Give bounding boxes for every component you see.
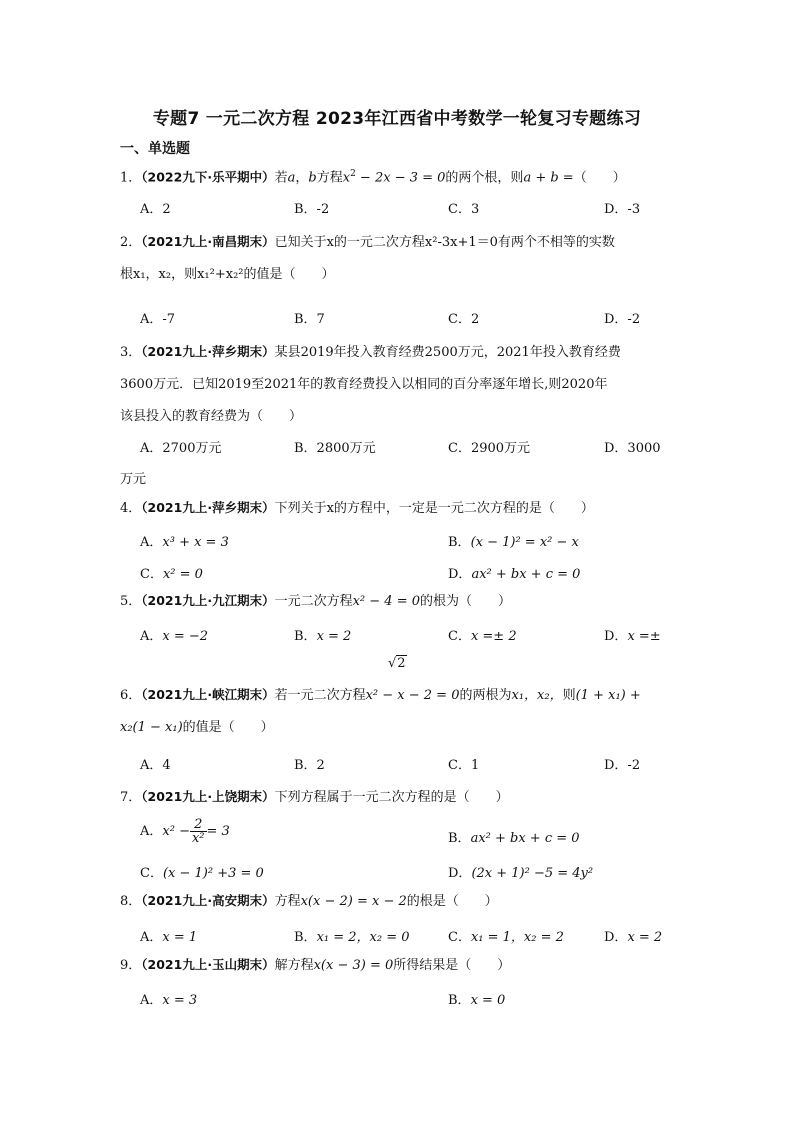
question-number: 6．	[120, 688, 142, 703]
option-letter: B．	[294, 629, 317, 644]
math-expr: x	[342, 170, 351, 186]
math-expr: − 2x − 3 = 0	[355, 170, 446, 186]
option-b	[448, 531, 579, 550]
question-number: 4．	[120, 501, 142, 516]
option-letter: A．	[140, 535, 163, 550]
question-source: （2021九上·萍乡期末）	[141, 500, 275, 515]
option-letter: C．	[448, 629, 471, 644]
question-number: 8．	[120, 894, 142, 909]
page-title: 专题7 一元二次方程 2023年江西省中考数学一轮复习专题练习	[152, 109, 642, 129]
question-3	[120, 336, 680, 433]
option-d: D．-3	[604, 202, 641, 217]
question-source: （2021九上·玉山期末）	[141, 957, 275, 972]
math-expr: (1 + x₁) +	[575, 688, 641, 703]
question-text: 下列方程属于一元二次方程的是（ ）	[274, 790, 509, 805]
option-c: C．3	[448, 202, 480, 217]
question-text: 根x₁，x₂，则x₁²+x₂²的值是（ ）	[120, 267, 335, 282]
question-text: 的两根为	[459, 688, 512, 703]
answer-blank: （ ）	[573, 170, 626, 186]
option-d	[604, 926, 662, 945]
question-text: 该县投入的教育经费为（ ）	[120, 409, 303, 424]
math-expr: x = 2	[627, 930, 663, 945]
option-letter: C．	[140, 567, 163, 582]
question-2	[120, 226, 680, 291]
option-b	[294, 625, 351, 644]
option-a	[140, 926, 197, 945]
fraction-numerator: 2	[190, 818, 207, 832]
option-d: D．-2	[604, 758, 641, 773]
question-text: 某县2019年投入教育经费2500万元，2021年投入教育经费	[274, 345, 621, 360]
math-expr: x =±	[627, 629, 661, 644]
option-a	[140, 989, 197, 1008]
math-var: a	[287, 170, 296, 186]
section-heading: 一、单选题	[120, 141, 190, 157]
math-expr: ax² + bx + c = 0	[470, 831, 580, 846]
option-letter: D．	[448, 866, 472, 881]
option-a: A．4	[140, 758, 171, 773]
option-c: C．2900万元	[448, 441, 531, 456]
math-expr: x² − x − 2 = 0	[365, 688, 460, 703]
option-b: B．2800万元	[294, 441, 376, 456]
option-d-continued: 万元	[120, 472, 147, 487]
question-4	[120, 492, 680, 525]
option-b: B．-2	[294, 202, 330, 217]
question-text: 的值是（ ）	[182, 720, 274, 735]
option-letter: B．	[448, 535, 471, 550]
question-source: （2021九上·上饶期末）	[141, 789, 275, 804]
question-7	[120, 781, 680, 814]
math-expr: (2x + 1)² −5 = 4y²	[471, 866, 594, 881]
math-expr: x =± 2	[470, 629, 517, 644]
math-expr: x = 1	[162, 930, 198, 945]
option-c	[448, 926, 564, 945]
question-source: （2022九下·乐平期中）	[141, 169, 275, 185]
option-b	[294, 926, 410, 945]
option-letter: A．	[140, 993, 163, 1008]
question-6	[120, 679, 680, 744]
question-text: 3600万元．已知2019至2021年的教育经费投入以相同的百分率逐年增长,则2020年	[120, 377, 608, 392]
option-letter: A．	[140, 824, 163, 839]
question-text: 一元二次方程	[274, 594, 353, 609]
option-c	[140, 563, 203, 582]
option-letter: B．	[448, 831, 471, 846]
option-d	[604, 625, 661, 644]
question-text: 若一元二次方程	[274, 688, 366, 703]
option-a	[140, 531, 229, 550]
question-text: 的根是（ ）	[406, 894, 498, 909]
option-letter: C．	[448, 930, 471, 945]
math-expr: x = 0	[470, 993, 506, 1008]
option-a: A．-7	[140, 312, 176, 327]
question-text: 所得结果是（ ）	[393, 958, 511, 973]
math-expr: x² = 0	[162, 567, 203, 582]
question-text: 方程	[316, 170, 343, 186]
question-number: 9．	[120, 958, 142, 973]
option-b	[448, 827, 580, 846]
math-expr: (x − 1)² +3 = 0	[162, 866, 264, 881]
math-expr: x₂(1 − x₁)	[120, 720, 183, 735]
math-expr: x = −2	[162, 629, 209, 644]
option-a: A．2700万元	[140, 441, 222, 456]
math-expr: (x − 1)² = x² − x	[470, 535, 579, 550]
option-a	[140, 818, 230, 845]
math-expr: x₁，x₂，	[511, 688, 563, 703]
option-letter: D．	[604, 629, 628, 644]
option-c: C．1	[448, 758, 480, 773]
question-8	[120, 885, 680, 918]
option-b: B．7	[294, 312, 325, 327]
question-source: （2021九上·萍乡期末）	[141, 344, 275, 359]
question-number: 3．	[120, 345, 142, 360]
option-b	[448, 989, 505, 1008]
option-letter: D．	[604, 930, 628, 945]
question-source: （2021九上·南昌期末）	[141, 234, 275, 249]
math-expr: x₁ = 2，x₂ = 0	[316, 930, 410, 945]
question-1	[120, 158, 680, 194]
fraction-denominator: x²	[191, 831, 205, 846]
fraction	[190, 818, 207, 845]
option-d	[448, 563, 580, 582]
option-letter: B．	[294, 930, 317, 945]
option-d	[448, 862, 593, 881]
math-expr: x = 2	[316, 629, 352, 644]
math-expr: x³ + x = 3	[162, 535, 229, 550]
question-number: 1．	[120, 170, 142, 186]
option-letter: B．	[448, 993, 471, 1008]
option-letter: A．	[140, 629, 163, 644]
question-number: 2．	[120, 235, 142, 250]
question-9	[120, 949, 680, 982]
question-text: 若	[274, 170, 288, 186]
question-text: 已知关于x的一元二次方程x²-3x+1＝0有两个不相等的实数	[274, 235, 615, 250]
math-expr: x(x − 2) = x − 2	[300, 894, 407, 909]
radicand: 2	[397, 656, 406, 671]
question-text: 方程	[274, 894, 301, 909]
math-var: b	[308, 170, 317, 186]
math-expr: x² −	[162, 824, 190, 839]
question-text: 解方程	[274, 958, 314, 973]
option-c	[140, 862, 264, 881]
question-source: （2021九上·九江期末）	[141, 593, 275, 608]
question-source: （2021九上·峡江期末）	[141, 687, 275, 702]
math-expr: = 3	[206, 824, 230, 839]
math-expr: x₁ = 1，x₂ = 2	[470, 930, 564, 945]
question-text: 的两个根，则	[445, 170, 524, 186]
question-5	[120, 585, 680, 618]
option-c: C．2	[448, 312, 480, 327]
option-b: B．2	[294, 758, 325, 773]
option-c	[448, 625, 517, 644]
question-text: 下列关于x的方程中，一定是一元二次方程的是（ ）	[274, 501, 594, 516]
math-exponent: 2	[350, 169, 356, 179]
option-letter: C．	[140, 866, 163, 881]
option-d: D．3000	[604, 441, 661, 456]
math-expr: a + b =	[523, 170, 574, 186]
question-text: 则	[562, 688, 576, 703]
option-a: A．2	[140, 202, 171, 217]
option-a	[140, 625, 208, 644]
math-expr: x(x − 3) = 0	[313, 958, 394, 973]
sqrt-expr: √2	[388, 656, 406, 671]
question-source: （2021九上·高安期末）	[141, 893, 275, 908]
question-number: 7．	[120, 790, 142, 805]
question-text: 的根为（ ）	[420, 594, 512, 609]
question-number: 5．	[120, 594, 142, 609]
option-d: D．-2	[604, 312, 641, 327]
question-text: ，	[295, 170, 309, 186]
math-expr: ax² + bx + c = 0	[471, 567, 581, 582]
option-letter: A．	[140, 930, 163, 945]
math-expr: x = 3	[162, 993, 198, 1008]
math-expr: x² − 4 = 0	[352, 594, 420, 609]
option-letter: D．	[448, 567, 472, 582]
